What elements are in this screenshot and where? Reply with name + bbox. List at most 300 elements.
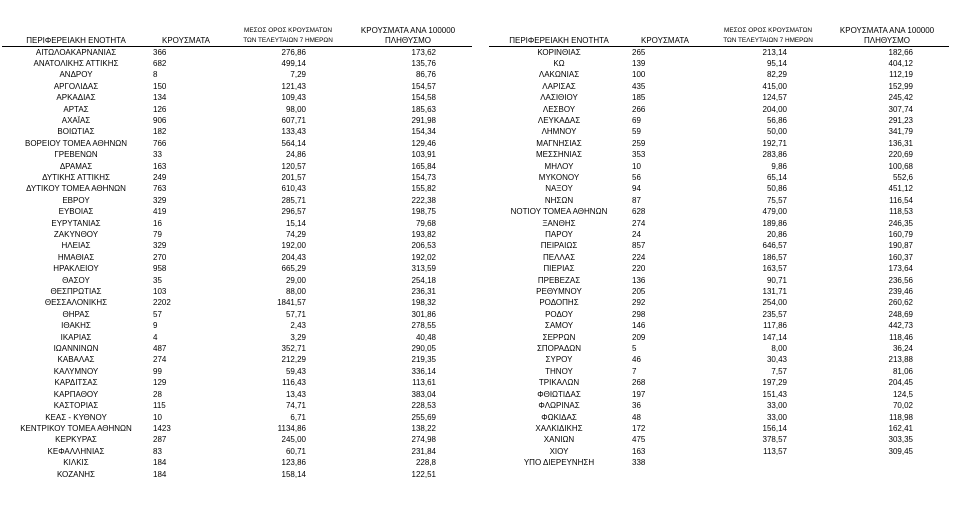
avg-7day-cell: 7,29 [290, 70, 306, 80]
avg-7day-cell: 120,57 [281, 161, 306, 171]
avg-7day-cell: 50,00 [766, 127, 787, 137]
per-100k-cell: 198,75 [411, 207, 436, 217]
region-cell: ΡΟΔΟΥ [545, 309, 573, 319]
per-100k-cell: 112,19 [889, 70, 913, 80]
avg-7day-cell: 133,43 [281, 127, 306, 137]
table-row [2, 46, 472, 58]
per-100k-cell: 228,8 [415, 458, 436, 468]
per-100k-cell: 552,6 [892, 172, 913, 182]
region-cell: ΠΑΡΟΥ [545, 230, 573, 239]
cases-cell: 1423 [153, 423, 171, 433]
table-row [489, 229, 949, 240]
table-row [489, 446, 949, 457]
per-100k-cell: 192,02 [411, 252, 436, 262]
region-cell: ΒΟΡΕΙΟΥ ΤΟΜΕΑ ΑΘΗΝΩΝ [24, 138, 128, 148]
table-row [489, 115, 949, 126]
cases-cell: 197 [632, 389, 646, 399]
region-cell: ΝΑΞΟΥ [545, 184, 573, 194]
per-100k-cell: 236,56 [888, 275, 913, 285]
avg-7day-cell: 254,00 [762, 298, 787, 308]
per-100k-cell: 383,04 [411, 389, 436, 399]
header-region [489, 22, 629, 46]
per-100k-cell: 129,46 [411, 138, 436, 148]
region-cell: ΑΙΤΩΛΟΑΚΑΡΝΑΝΙΑΣ [2, 46, 150, 58]
per-100k-cell: 260,62 [888, 298, 913, 308]
region-cell: ΜΥΚΟΝΟΥ [538, 172, 580, 182]
table-row [2, 446, 472, 457]
table-row [2, 92, 472, 103]
cases-cell: 224 [632, 252, 646, 262]
per-100k-cell: 309,45 [888, 446, 913, 456]
table-row [2, 457, 472, 468]
region-cell: ΕΥΒΟΙΑΣ [58, 207, 94, 217]
region-cell: ΚΩ [553, 58, 565, 68]
avg-7day-cell: 82,29 [766, 70, 787, 80]
cases-cell: 270 [153, 252, 167, 262]
avg-7day-cell: 20,86 [766, 230, 787, 239]
avg-7day-cell: 479,00 [762, 207, 787, 217]
region-cell: ΚΑΡΔΙΤΣΑΣ [54, 378, 98, 388]
cases-cell: 69 [632, 115, 641, 125]
avg-7day-cell: 156,14 [762, 423, 787, 433]
region-cell: ΗΛΕΙΑΣ [61, 241, 91, 251]
avg-7day-cell: 7,57 [771, 366, 787, 376]
per-100k-cell: 301,86 [411, 309, 436, 319]
table-row [2, 309, 472, 320]
region-cell: ΚΟΡΙΝΘΙΑΣ [489, 46, 629, 58]
avg-7day-cell: 59,43 [285, 366, 306, 376]
region-cell: ΙΚΑΡΙΑΣ [60, 332, 92, 342]
table-row [489, 58, 949, 69]
avg-7day-cell: 33,00 [766, 412, 787, 422]
table-row [489, 275, 949, 286]
per-100k-cell: 198,32 [411, 298, 436, 308]
region-cell: ΚΑΡΠΑΘΟΥ [53, 389, 99, 399]
table-row [2, 81, 472, 92]
avg-7day-cell: 60,71 [285, 446, 306, 456]
per-100k-cell: 206,53 [411, 241, 436, 251]
table-row [489, 183, 949, 194]
per-100k-cell: 246,35 [888, 218, 913, 228]
per-100k-cell: 291,23 [888, 115, 913, 125]
avg-7day-cell: 8,00 [771, 344, 787, 354]
per-100k-cell: 154,57 [411, 81, 436, 91]
table-row [489, 332, 949, 343]
table-row [489, 126, 949, 137]
per-100k-cell: 154,58 [411, 93, 436, 103]
avg-7day-cell: 57,71 [285, 309, 306, 319]
table-row [489, 343, 949, 354]
per-100k-cell: 228,53 [411, 401, 436, 411]
cases-cell: 419 [153, 207, 167, 217]
region-cell: ΗΡΑΚΛΕΙΟΥ [53, 264, 99, 274]
cases-cell: 4 [153, 332, 158, 342]
cases-cell: 435 [632, 81, 646, 91]
header-avg [232, 22, 344, 46]
table-row [2, 183, 472, 194]
cases-cell: 136 [632, 275, 646, 285]
per-100k-cell: 313,59 [411, 264, 436, 274]
header-cases-text: ΚΡΟΥΣΜΑΤΑ [641, 35, 689, 45]
per-100k-cell: 113,61 [412, 378, 436, 388]
table-row [2, 423, 472, 434]
left-table-body [2, 46, 472, 480]
per-100k-cell: 122,51 [411, 469, 436, 479]
region-cell: ΣΑΜΟΥ [544, 321, 574, 331]
per-100k-cell: 303,35 [888, 435, 913, 445]
table-row [489, 206, 949, 217]
avg-7day-cell: 15,14 [285, 218, 306, 228]
per-100k-cell: 173,62 [344, 46, 472, 58]
table-row [489, 104, 949, 115]
cases-cell: 366 [150, 46, 232, 58]
avg-7day-cell: 116,43 [282, 378, 306, 388]
table-row [489, 366, 949, 377]
header-per-line1: ΚΡΟΥΣΜΑΤΑ ΑΝΑ 100000 [839, 25, 935, 35]
region-cell: ΑΝΑΤΟΛΙΚΗΣ ΑΤΤΙΚΗΣ [33, 58, 119, 68]
region-cell: ΘΕΣΣΑΛΟΝΙΚΗΣ [44, 298, 108, 308]
region-cell: ΚΙΛΚΙΣ [63, 458, 89, 468]
region-cell: ΒΟΙΩΤΙΑΣ [57, 127, 95, 137]
left-cases-table [2, 22, 472, 480]
region-cell: ΑΡΓΟΛΙΔΑΣ [53, 81, 99, 91]
cases-cell: 763 [153, 184, 167, 194]
header-avg [711, 22, 825, 46]
table-row [2, 434, 472, 445]
cases-cell: 33 [153, 150, 162, 160]
table-row [489, 138, 949, 149]
avg-7day-cell: 50,86 [766, 184, 787, 194]
cases-cell: 298 [632, 309, 646, 319]
per-100k-cell: 81,06 [892, 366, 913, 376]
table-row [2, 389, 472, 400]
per-100k-cell: 160,79 [888, 230, 913, 239]
region-cell: ΙΘΑΚΗΣ [61, 321, 91, 331]
avg-7day-cell: 147,14 [762, 332, 787, 342]
table-row [2, 297, 472, 308]
per-100k-cell: 190,87 [888, 241, 913, 251]
cases-cell: 274 [632, 218, 646, 228]
table-row [489, 309, 949, 320]
avg-7day-cell: 163,57 [762, 264, 787, 274]
avg-7day-cell: 88,00 [285, 287, 306, 297]
region-cell: ΑΡΚΑΔΙΑΣ [56, 93, 96, 103]
avg-7day-cell: 186,57 [762, 252, 787, 262]
region-cell: ΛΑΣΙΘΙΟΥ [540, 93, 578, 103]
cases-cell: 682 [153, 58, 167, 68]
cases-cell: 103 [153, 287, 167, 297]
right-table-body [489, 46, 949, 469]
region-cell: ΚΕΦΑΛΛΗΝΙΑΣ [47, 446, 105, 456]
avg-7day-cell: 117,86 [763, 321, 787, 331]
right-cases-table [489, 22, 949, 469]
region-cell: ΔΡΑΜΑΣ [59, 161, 93, 171]
avg-7day-cell: 283,86 [762, 150, 787, 160]
table-row [489, 263, 949, 274]
table-row [489, 423, 949, 434]
table-row [489, 161, 949, 172]
avg-7day-cell: 204,43 [281, 252, 306, 262]
table-row [489, 286, 949, 297]
avg-7day-cell: 296,57 [281, 207, 306, 217]
header-avg-line2: ΤΩΝ ΤΕΛΕΥΤΑΙΩΝ 7 ΗΜΕΡΩΝ [243, 36, 333, 44]
per-100k-cell: 193,82 [411, 230, 436, 239]
table-row [2, 161, 472, 172]
cases-cell: 87 [632, 195, 641, 205]
per-100k-cell: 100,68 [888, 161, 913, 171]
avg-7day-cell: 378,57 [762, 435, 787, 445]
header-avg-line1: ΜΕΣΟΣ ΟΡΟΣ ΚΡΟΥΣΜΑΤΩΝ [244, 26, 332, 34]
region-cell: ΜΕΣΣΗΝΙΑΣ [536, 150, 582, 160]
table-row [2, 172, 472, 183]
per-100k-cell: 236,31 [411, 287, 436, 297]
avg-7day-cell: 109,43 [281, 93, 306, 103]
cases-cell: 115 [153, 401, 166, 411]
per-100k-cell: 239,46 [888, 287, 913, 297]
cases-cell: 9 [153, 321, 158, 331]
cases-cell: 57 [153, 309, 162, 319]
table-row [2, 469, 472, 480]
cases-cell: 59 [632, 127, 641, 137]
per-100k-cell: 118,46 [889, 332, 913, 342]
header-per-100k [344, 22, 472, 46]
per-100k-cell: 231,84 [411, 446, 436, 456]
avg-7day-cell: 201,57 [281, 172, 306, 182]
table-row [489, 46, 949, 58]
avg-7day-cell [711, 457, 825, 468]
per-100k-cell: 245,42 [888, 93, 913, 103]
region-cell: ΠΙΕΡΙΑΣ [543, 264, 575, 274]
region-cell: ΧΑΝΙΩΝ [543, 435, 575, 445]
cases-cell: 259 [632, 138, 646, 148]
per-100k-cell: 307,74 [888, 104, 913, 114]
cases-cell: 268 [632, 378, 646, 388]
per-100k-cell: 451,12 [888, 184, 913, 194]
table-row [489, 149, 949, 160]
cases-cell: 292 [632, 298, 646, 308]
per-100k-cell: 291,98 [411, 115, 436, 125]
region-cell: ΚΕΑΣ - ΚΥΘΝΟΥ [45, 412, 107, 422]
table-row [2, 366, 472, 377]
per-100k-cell: 79,68 [415, 218, 436, 228]
table-row [489, 218, 949, 229]
per-100k-cell: 154,73 [411, 172, 436, 182]
table-row [2, 240, 472, 251]
cases-cell: 266 [632, 104, 646, 114]
table-row [489, 389, 949, 400]
avg-7day-cell: 213,14 [711, 46, 825, 58]
cases-cell: 857 [632, 241, 646, 251]
table-row [2, 115, 472, 126]
table-row [2, 218, 472, 229]
avg-7day-cell: 285,71 [281, 195, 306, 205]
table-row [2, 320, 472, 331]
per-100k-cell: 136,31 [888, 138, 913, 148]
per-100k-cell: 165,84 [411, 161, 436, 171]
cases-cell: 958 [153, 264, 167, 274]
avg-7day-cell: 151,43 [762, 389, 787, 399]
cases-cell: 36 [632, 401, 641, 411]
table-row [2, 343, 472, 354]
avg-7day-cell: 113,57 [763, 446, 787, 456]
table-row [2, 69, 472, 80]
region-cell: ΠΕΛΛΑΣ [542, 252, 576, 262]
region-cell: ΚΑΛΥΜΝΟΥ [53, 366, 99, 376]
avg-7day-cell: 6,71 [290, 412, 306, 422]
avg-7day-cell: 33,00 [766, 401, 787, 411]
region-cell: ΘΕΣΠΡΩΤΙΑΣ [50, 287, 102, 297]
avg-7day-cell: 189,86 [762, 218, 787, 228]
cases-cell: 56 [632, 172, 641, 182]
table-row [2, 354, 472, 365]
per-100k-cell: 222,38 [411, 195, 436, 205]
cases-cell: 129 [153, 378, 167, 388]
header-avg-line1: ΜΕΣΟΣ ΟΡΟΣ ΚΡΟΥΣΜΑΤΩΝ [724, 26, 812, 34]
header-per-100k [825, 22, 949, 46]
header-avg-line2: ΤΩΝ ΤΕΛΕΥΤΑΙΩΝ 7 ΗΜΕΡΩΝ [723, 36, 813, 44]
cases-cell: 163 [632, 446, 646, 456]
region-cell: ΣΕΡΡΩΝ [542, 332, 576, 342]
avg-7day-cell: 235,57 [762, 309, 787, 319]
cases-cell: 10 [632, 161, 641, 171]
table-row [489, 252, 949, 263]
region-cell: ΠΕΙΡΑΙΩΣ [540, 241, 578, 251]
region-cell: ΔΥΤΙΚΗΣ ΑΤΤΙΚΗΣ [42, 172, 110, 182]
avg-7day-cell: 352,71 [281, 344, 306, 354]
table-row [2, 252, 472, 263]
region-cell: ΑΝΔΡΟΥ [59, 70, 93, 80]
avg-7day-cell: 245,00 [281, 435, 306, 445]
cases-cell: 126 [153, 104, 167, 114]
table-row [2, 412, 472, 423]
avg-7day-cell: 65,14 [766, 172, 787, 182]
region-cell: ΡΟΔΟΠΗΣ [539, 298, 579, 308]
cases-cell: 7 [632, 366, 637, 376]
per-100k-cell: 124,5 [892, 389, 913, 399]
table-row [489, 240, 949, 251]
header-per-line2: ΠΛΗΘΥΣΜΟ [384, 35, 432, 45]
table-row [2, 263, 472, 274]
per-100k-cell: 155,82 [411, 184, 436, 194]
avg-7day-cell: 75,57 [766, 195, 787, 205]
per-100k-cell: 204,45 [888, 378, 913, 388]
per-100k-cell: 336,14 [411, 366, 436, 376]
avg-7day-cell: 204,00 [762, 104, 787, 114]
table-row [2, 275, 472, 286]
avg-7day-cell: 74,71 [285, 401, 306, 411]
table-row [489, 320, 949, 331]
region-cell: ΙΩΑΝΝΙΝΩΝ [53, 344, 99, 354]
cases-cell: 172 [632, 423, 646, 433]
table-row [2, 206, 472, 217]
cases-cell: 184 [153, 469, 167, 479]
cases-cell: 287 [153, 435, 167, 445]
region-cell: ΛΗΜΝΟΥ [541, 127, 577, 137]
table-row [2, 400, 472, 411]
avg-7day-cell: 610,43 [281, 184, 306, 194]
region-cell: ΛΑΚΩΝΙΑΣ [538, 70, 580, 80]
table-row [489, 172, 949, 183]
header-per-line1: ΚΡΟΥΣΜΑΤΑ ΑΝΑ 100000 [360, 25, 456, 35]
region-cell: ΛΑΡΙΣΑΣ [542, 81, 576, 91]
region-cell: ΚΑΒΑΛΑΣ [57, 355, 95, 365]
region-cell: ΣΥΡΟΥ [545, 355, 573, 365]
avg-7day-cell: 13,43 [285, 389, 306, 399]
cases-cell: 329 [153, 241, 167, 251]
cases-cell: 184 [153, 458, 167, 468]
cases-cell: 338 [632, 458, 646, 468]
per-100k-cell [825, 457, 949, 468]
table-header-row [489, 22, 949, 46]
per-100k-cell: 138,22 [411, 423, 436, 433]
avg-7day-cell: 2,43 [290, 321, 306, 331]
cases-cell: 146 [632, 321, 646, 331]
header-cases-text: ΚΡΟΥΣΜΑΤΑ [162, 35, 210, 45]
per-100k-cell: 219,35 [411, 355, 436, 365]
avg-7day-cell: 192,00 [281, 241, 306, 251]
cases-cell: 163 [153, 161, 167, 171]
cases-cell: 265 [629, 46, 711, 58]
cases-cell: 220 [632, 264, 646, 274]
table-row [2, 126, 472, 137]
avg-7day-cell: 564,14 [281, 138, 306, 148]
table-header-row [2, 22, 472, 46]
cases-cell: 100 [632, 70, 646, 80]
region-cell: ΜΑΓΝΗΣΙΑΣ [536, 138, 582, 148]
avg-7day-cell: 415,00 [762, 81, 787, 91]
per-100k-cell: 248,69 [888, 309, 913, 319]
per-100k-cell: 255,69 [411, 412, 436, 422]
region-cell: ΝΗΣΩΝ [544, 195, 574, 205]
avg-7day-cell: 131,71 [762, 287, 787, 297]
table-row [489, 400, 949, 411]
cases-cell: 8 [153, 70, 158, 80]
region-cell: ΛΕΣΒΟΥ [542, 104, 576, 114]
table-row [2, 229, 472, 240]
per-100k-cell: 404,12 [888, 58, 913, 68]
header-per-line2: ΠΛΗΘΥΣΜΟ [863, 35, 911, 45]
region-cell: ΣΠΟΡΑΔΩΝ [536, 344, 582, 354]
avg-7day-cell: 499,14 [281, 58, 306, 68]
cases-cell: 182 [153, 127, 167, 137]
cases-cell: 185 [632, 93, 646, 103]
table-row [489, 434, 949, 445]
region-cell: ΠΡΕΒΕΖΑΣ [537, 275, 581, 285]
header-region [2, 22, 150, 46]
avg-7day-cell: 197,29 [762, 378, 787, 388]
per-100k-cell: 40,48 [415, 332, 436, 342]
cases-cell: 487 [153, 344, 167, 354]
per-100k-cell: 135,76 [411, 58, 436, 68]
region-cell: ΚΕΝΤΡΙΚΟΥ ΤΟΜΕΑ ΑΘΗΝΩΝ [20, 423, 132, 433]
per-100k-cell: 152,99 [888, 81, 913, 91]
avg-7day-cell: 276,86 [232, 46, 344, 58]
region-cell: ΡΕΘΥΜΝΟΥ [536, 287, 582, 297]
cases-cell: 249 [153, 172, 167, 182]
header-region-text: ΠΕΡΙΦΕΡΕΙΑΚΗ ΕΝΟΤΗΤΑ [509, 35, 609, 45]
cases-cell: 766 [153, 138, 167, 148]
table-row [2, 58, 472, 69]
avg-7day-cell: 212,29 [281, 355, 306, 365]
header-region-text: ΠΕΡΙΦΕΡΕΙΑΚΗ ΕΝΟΤΗΤΑ [26, 35, 126, 45]
per-100k-cell: 160,37 [888, 252, 913, 262]
cases-cell: 209 [632, 332, 646, 342]
per-100k-cell: 103,91 [411, 150, 436, 160]
table-row [2, 377, 472, 388]
table-row [489, 69, 949, 80]
per-100k-cell: 118,53 [889, 207, 913, 217]
avg-7day-cell: 29,00 [285, 275, 306, 285]
